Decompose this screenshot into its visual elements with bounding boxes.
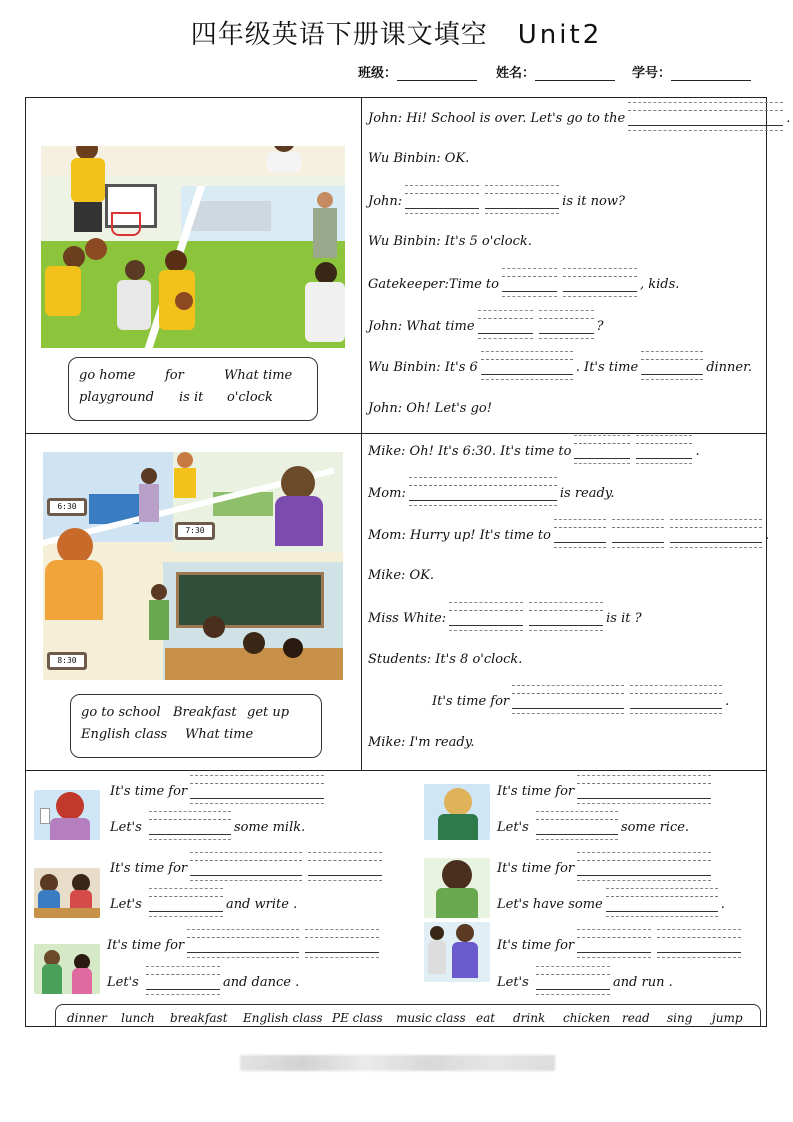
page-title [0, 14, 793, 51]
exercise-line: It's time for [497, 860, 714, 876]
dialogue-line: Students: It's 8 o'clock. [368, 652, 523, 667]
answer-blank[interactable] [574, 443, 630, 459]
exercise-line: It's time for [110, 860, 385, 876]
exercise-line: Let's some rice. [497, 820, 690, 835]
answer-blank[interactable] [630, 693, 722, 709]
dialogue-line: It's time for . [432, 694, 730, 709]
answer-blank[interactable] [612, 527, 664, 543]
word-option: English class [243, 1011, 323, 1025]
answer-blank[interactable] [405, 193, 479, 209]
eat-chicken-picture [424, 858, 490, 918]
exercise-line: Let's and run . [497, 975, 673, 990]
answer-blank[interactable] [563, 276, 637, 292]
class-field[interactable]: 班级： [358, 62, 477, 81]
dialogue-line: Wu Binbin: It's 6 . It's time dinner. [368, 360, 753, 375]
answer-blank[interactable] [577, 860, 711, 876]
pe-class-picture [424, 922, 490, 982]
exercise-line: Let's and write . [110, 897, 298, 912]
answer-blank[interactable] [512, 693, 624, 709]
word-bank-2 [70, 694, 322, 758]
answer-blank[interactable] [539, 318, 594, 334]
dialogue-line: Miss White: is it ? [368, 611, 642, 626]
word-option: read [622, 1011, 650, 1025]
answer-blank[interactable] [149, 896, 223, 912]
word-option: go home [79, 368, 136, 383]
answer-blank[interactable] [485, 193, 559, 209]
dialogue-line: Gatekeeper:Time to , kids. [368, 277, 680, 292]
word-option: get up [247, 705, 290, 720]
clock-display: 8:30 [50, 655, 84, 667]
word-option: English class [81, 727, 168, 742]
dialogue-line: Mike: I'm ready. [368, 735, 475, 750]
exercise-line: It's time for [110, 783, 327, 799]
word-option: What time [224, 368, 293, 383]
unit-label: Unit2 [517, 20, 603, 50]
answer-blank[interactable] [536, 974, 610, 990]
exercise-line: Let's some milk. [110, 820, 306, 835]
answer-blank[interactable] [641, 359, 703, 375]
answer-blank[interactable] [149, 819, 231, 835]
school-over-illustration [41, 146, 345, 348]
word-bank-1 [68, 357, 318, 421]
exercise-line: It's time for [497, 783, 714, 799]
exercise-line: Let's have some . [497, 897, 725, 912]
word-bank-3 [55, 1004, 761, 1027]
reading-writing-picture [34, 868, 100, 918]
word-option: PE class [332, 1011, 383, 1025]
word-option: sing [667, 1011, 693, 1025]
word-option: jump [712, 1011, 743, 1025]
eat-rice-picture [424, 784, 490, 840]
answer-blank[interactable] [305, 937, 379, 953]
music-dance-picture [34, 944, 100, 994]
answer-blank[interactable] [502, 276, 557, 292]
answer-blank[interactable] [529, 610, 603, 626]
word-option: breakfast [170, 1011, 228, 1025]
drink-milk-picture [34, 790, 100, 840]
word-option: go to school [81, 705, 161, 720]
word-option: for [165, 368, 184, 383]
word-option: is it [179, 390, 204, 405]
word-option: playground [79, 390, 155, 405]
word-option: What time [185, 727, 254, 742]
answer-blank[interactable] [478, 318, 533, 334]
divider [26, 770, 766, 771]
answer-blank[interactable] [670, 527, 762, 543]
answer-blank[interactable] [190, 860, 302, 876]
word-option: chicken [563, 1011, 611, 1025]
morning-routine-illustration [43, 452, 343, 680]
dialogue-line: John: Hi! School is over. Let's go to the . [368, 111, 791, 126]
dialogue-line: Wu Binbin: It's 5 o'clock. [368, 234, 532, 249]
divider [26, 433, 766, 434]
answer-blank[interactable] [554, 527, 606, 543]
answer-blank[interactable] [481, 359, 573, 375]
answer-blank[interactable] [636, 443, 692, 459]
answer-blank[interactable] [146, 974, 220, 990]
name-field[interactable]: 姓名： [496, 62, 615, 81]
answer-blank[interactable] [190, 783, 324, 799]
dialogue-line: Mom: Hurry up! It's time to . [368, 528, 770, 543]
divider [361, 98, 362, 770]
dialogue-line: Mom: is ready. [368, 486, 615, 501]
exercise-line: It's time for [497, 937, 744, 953]
exercise-line: Let's and dance . [107, 975, 300, 990]
answer-blank[interactable] [187, 937, 299, 953]
word-option: music class [396, 1011, 466, 1025]
dialogue-line: Mike: Oh! It's 6:30. It's time to . [368, 444, 700, 459]
exercise-line: It's time for [107, 937, 382, 953]
dialogue-line: John: What time ? [368, 319, 604, 334]
answer-blank[interactable] [628, 110, 783, 126]
word-option: dinner [67, 1011, 107, 1025]
answer-blank[interactable] [308, 860, 382, 876]
word-option: Breakfast [173, 705, 237, 720]
student-number-field[interactable]: 学号： [632, 62, 751, 81]
answer-blank[interactable] [409, 485, 557, 501]
dialogue-line: John: Oh! Let's go! [368, 401, 492, 416]
answer-blank[interactable] [657, 937, 741, 953]
word-option: drink [513, 1011, 546, 1025]
blurred-footer [240, 1055, 555, 1071]
word-option: o'clock [227, 390, 273, 405]
dialogue-line: John: is it now? [368, 194, 625, 209]
answer-blank[interactable] [577, 783, 711, 799]
dialogue-line: Mike: OK. [368, 568, 435, 583]
answer-blank[interactable] [449, 610, 523, 626]
answer-blank[interactable] [577, 937, 651, 953]
answer-blank[interactable] [536, 819, 618, 835]
word-option: eat [476, 1011, 496, 1025]
dialogue-line: Wu Binbin: OK. [368, 151, 470, 166]
word-option: lunch [121, 1011, 155, 1025]
answer-blank[interactable] [606, 896, 718, 912]
clock-display: 7:30 [178, 525, 212, 537]
clock-display: 6:30 [50, 501, 84, 513]
title-text: 四年级英语下册课文填空 [190, 20, 488, 50]
